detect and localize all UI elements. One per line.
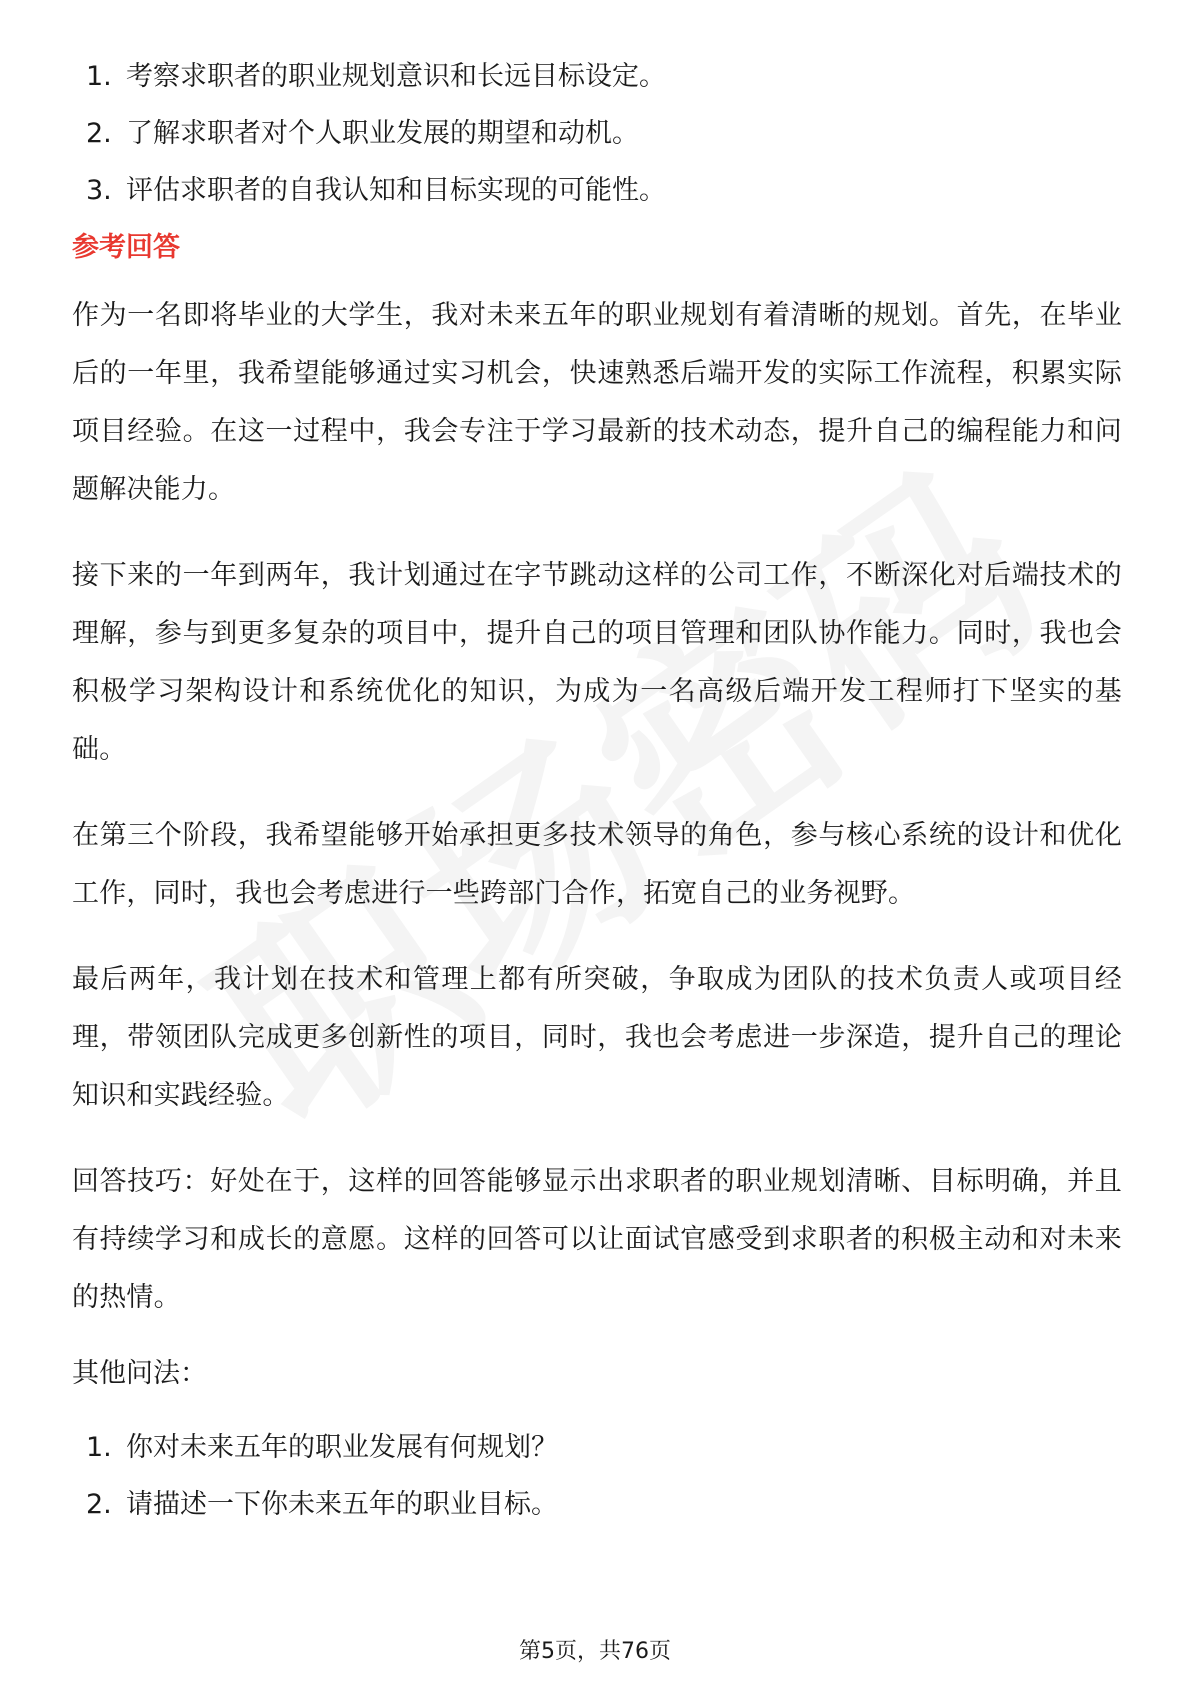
answer-paragraph: 最后两年，我计划在技术和管理上都有所突破，争取成为团队的技术负责人或项目经理，带领团队完成更多创新性的项目，同时，我也会考虑进一步深造，提升自己的理论知识和实践经验。 xyxy=(72,964,1122,1111)
list-item-text: 考察求职者的职业规划意识和长远目标设定。 xyxy=(126,61,666,92)
list-number: 2. xyxy=(86,118,112,149)
list-item-text: 了解求职者对个人职业发展的期望和动机。 xyxy=(126,118,639,149)
answer-tips-paragraph: 回答技巧：好处在于，这样的回答能够显示出求职者的职业规划清晰、目标明确，并且有持续学习和成长的意愿。这样的回答可以让面试官感受到求职者的积极主动和对未来的热情。 xyxy=(72,1166,1122,1313)
list-item xyxy=(72,1486,1122,1524)
list-number: 2. xyxy=(86,1489,112,1520)
list-item xyxy=(72,58,1122,96)
page-content xyxy=(72,58,1122,1543)
answer-paragraph: 接下来的一年到两年，我计划通过在字节跳动这样的公司工作，不断深化对后端技术的理解，参与到更多复杂的项目中，提升自己的项目管理和团队协作能力。同时，我也会积极学习架构设计和系统优化的知识，为成为一名高级后端开发工程师打下坚实的基础。 xyxy=(72,560,1122,765)
list-number: 1. xyxy=(86,61,112,92)
list-number: 3. xyxy=(86,175,112,206)
list-item-text: 你对未来五年的职业发展有何规划？ xyxy=(126,1432,558,1463)
other-questions-heading: 其他问法： xyxy=(72,1358,207,1389)
list-number: 1. xyxy=(86,1432,112,1463)
page-number-footer: 第5页，共76页 xyxy=(519,1639,671,1664)
list-item xyxy=(72,115,1122,153)
list-item-text: 请描述一下你未来五年的职业目标。 xyxy=(126,1489,558,1520)
intro-list xyxy=(72,58,1122,210)
list-item xyxy=(72,172,1122,210)
answer-paragraph: 作为一名即将毕业的大学生，我对未来五年的职业规划有着清晰的规划。首先，在毕业后的一年里，我希望能够通过实习机会，快速熟悉后端开发的实际工作流程，积累实际项目经验。在这一过程中，我会专注于学习最新的技术动态，提升自己的编程能力和问题解决能力。 xyxy=(72,300,1122,505)
other-questions-list xyxy=(72,1429,1122,1524)
list-item-text: 评估求职者的自我认知和目标实现的可能性。 xyxy=(126,175,666,206)
list-item xyxy=(72,1429,1122,1467)
answer-paragraph: 在第三个阶段，我希望能够开始承担更多技术领导的角色，参与核心系统的设计和优化工作，同时，我也会考虑进行一些跨部门合作，拓宽自己的业务视野。 xyxy=(72,820,1122,909)
answer-heading: 参考回答 xyxy=(72,232,180,263)
